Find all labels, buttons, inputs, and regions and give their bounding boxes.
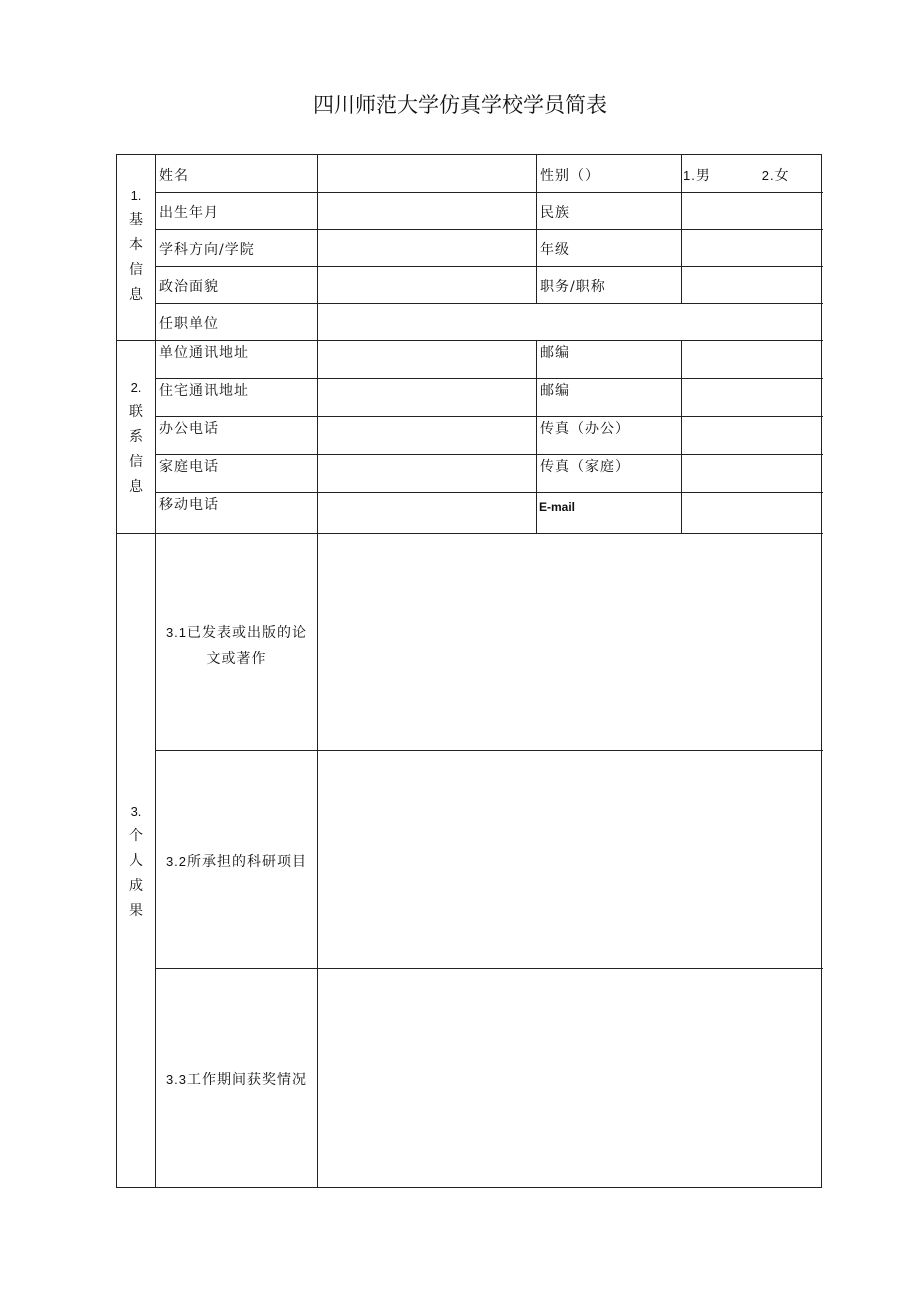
office-phone-field[interactable] [318,417,536,454]
publications-field[interactable] [318,534,822,750]
position-title-field[interactable] [682,267,822,303]
employer-field[interactable] [318,304,822,340]
awards-label-text: 工作期间获奖情况 [187,1072,308,1088]
section-char: 成 [129,878,143,894]
section-char: 息 [129,479,143,495]
awards-field[interactable] [318,969,822,1187]
section-char: 果 [129,903,143,919]
email-field[interactable] [682,493,822,533]
section-achievements-title [117,799,155,924]
name-field[interactable] [318,155,536,192]
gender-label: 性别（） [540,168,600,184]
publications-label [156,620,317,672]
office-fax-label: 传真（办公） [540,421,630,437]
item-number: 3.3 [165,1072,188,1087]
gender-option-1-number: 1. [683,168,696,183]
section-number: 3. [130,804,142,819]
birth-date-label: 出生年月 [159,205,219,221]
grade-label: 年级 [540,242,570,258]
gender-option-male: 男 [695,168,711,184]
item-number: 3.2 [165,854,188,869]
form-title: 四川师范大学仿真学校学员简表 [313,93,607,117]
birth-date-field[interactable] [318,193,536,229]
work-address-field[interactable] [318,341,536,378]
section-char: 信 [129,454,143,470]
home-zip-label: 邮编 [540,383,570,399]
grade-field[interactable] [682,230,822,266]
section-basic-info-title [117,183,155,308]
section-char: 基 [129,212,143,228]
section-number: 1. [130,188,142,203]
home-address-field[interactable] [318,379,536,416]
office-fax-field[interactable] [682,417,822,454]
gender-option-2-number: 2. [761,168,775,183]
home-phone-field[interactable] [318,455,536,492]
section-char: 系 [129,429,143,445]
gender-options[interactable] [683,165,790,185]
publications-label-line2: 文或著作 [206,651,267,667]
home-fax-label: 传真（家庭） [540,459,630,475]
gender-option-female: 女 [774,168,790,184]
publications-label-line1: 已发表或出版的论 [187,625,308,641]
home-phone-label: 家庭电话 [159,459,219,475]
work-address-label: 单位通讯地址 [159,345,249,361]
major-field[interactable] [318,230,536,266]
section-char: 息 [129,287,143,303]
work-zip-label: 邮编 [540,345,570,361]
section-contact-info-title [117,375,155,500]
home-address-label: 住宅通讯地址 [159,383,249,399]
ethnicity-field[interactable] [682,193,822,229]
item-number: 3.1 [165,625,188,640]
section-char: 人 [129,853,143,869]
name-label: 姓名 [159,168,189,184]
home-zip-field[interactable] [682,379,822,416]
work-zip-field[interactable] [682,341,822,378]
ethnicity-label: 民族 [540,205,570,221]
research-projects-label-text: 所承担的科研项目 [187,854,308,870]
section-char: 本 [129,237,143,253]
section-char: 个 [129,828,143,844]
home-fax-field[interactable] [682,455,822,492]
political-status-label: 政治面貌 [159,279,219,295]
section-char: 联 [129,404,143,420]
email-label: E-mail [539,500,576,514]
major-label: 学科方向/学院 [159,242,255,258]
political-status-field[interactable] [318,267,536,303]
employer-label: 任职单位 [159,316,219,332]
office-phone-label: 办公电话 [159,421,219,437]
mobile-phone-field[interactable] [318,493,536,533]
position-title-label: 职务/职称 [540,279,606,295]
research-projects-field[interactable] [318,751,822,968]
research-projects-label [156,849,317,875]
section-char: 信 [129,262,143,278]
section-number: 2. [130,380,142,395]
student-profile-form [116,154,822,1188]
mobile-phone-label: 移动电话 [159,497,219,513]
awards-label [156,1067,317,1093]
